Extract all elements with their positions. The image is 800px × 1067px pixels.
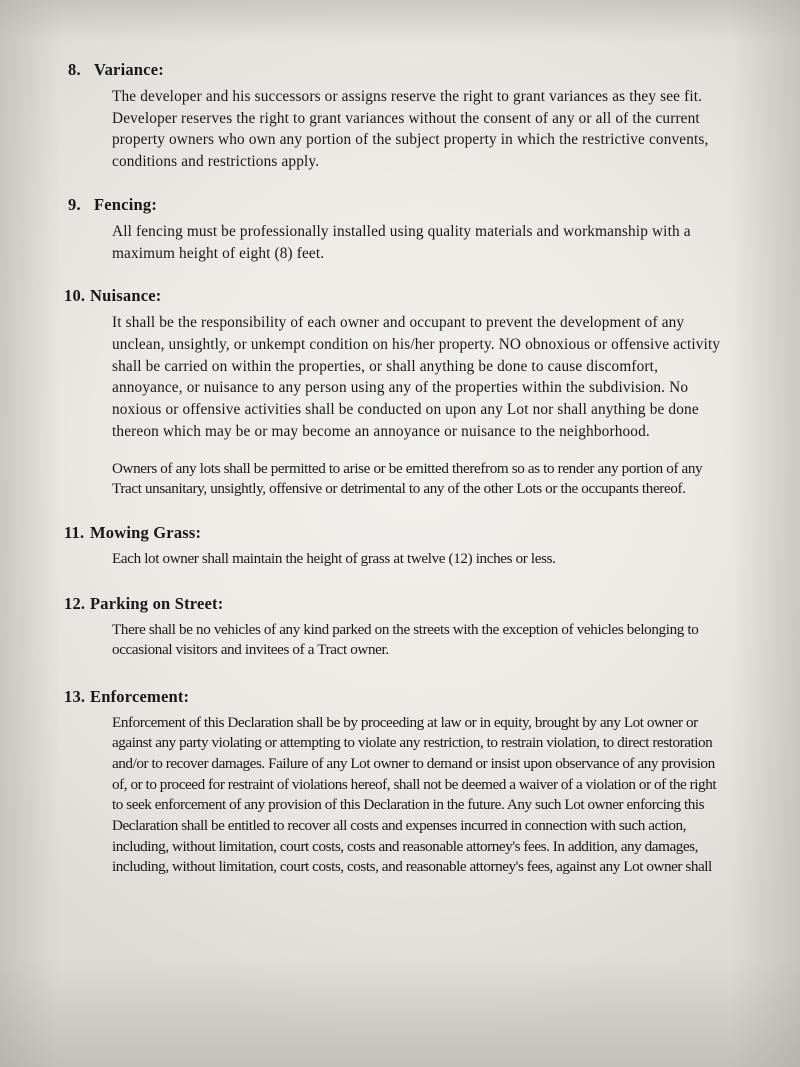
section-heading bbox=[62, 523, 726, 543]
section-title: Variance: bbox=[94, 60, 164, 79]
section-number: 8. bbox=[68, 60, 81, 79]
section-heading bbox=[62, 60, 726, 80]
section-heading bbox=[62, 195, 726, 215]
section-nuisance bbox=[62, 286, 726, 499]
section-title: Nuisance: bbox=[90, 286, 162, 306]
section-title: Parking on Street: bbox=[90, 593, 224, 613]
section-parking-on-street bbox=[62, 594, 726, 661]
section-number: 13. bbox=[64, 686, 86, 706]
section-number: 12. bbox=[64, 593, 86, 613]
section-paragraph: Each lot owner shall maintain the height of grass at twelve (12) inches or less. bbox=[112, 551, 556, 568]
section-mowing-grass bbox=[62, 523, 726, 569]
section-heading bbox=[62, 594, 726, 614]
section-paragraph: All fencing must be professionally installed using quality materials and workmanship with a maximum height of eight (8) feet. bbox=[112, 222, 691, 262]
section-paragraph: Owners of any lots shall be permitted to arise or be emitted therefrom so as to render any portion of any Tract unsanitary, unsightly, offensive or detrimental to any of the other Lots or the occupants thereof. bbox=[112, 460, 703, 497]
section-number: 10. bbox=[64, 286, 86, 306]
section-number: 11. bbox=[64, 523, 85, 543]
section-paragraph: There shall be no vehicles of any kind parked on the streets with the exception of vehicles belonging to occasional visitors and invitees of a Tract owner. bbox=[112, 621, 699, 659]
section-variance bbox=[62, 60, 726, 173]
section-enforcement bbox=[62, 687, 726, 878]
paper-shading-bottom bbox=[0, 957, 800, 1067]
section-number: 9. bbox=[68, 194, 81, 214]
section-heading bbox=[62, 687, 726, 707]
section-paragraph: The developer and his successors or assigns reserve the right to grant variances as they see fit. Developer reserves the right to grant variances without the consent of any or all of the current property owners who own any portion of the subject property in which the restrictive convents, conditions and restrictions apply. bbox=[112, 88, 709, 171]
section-heading bbox=[62, 286, 726, 306]
section-fencing bbox=[62, 195, 726, 264]
section-title: Mowing Grass: bbox=[90, 523, 202, 543]
section-title: Enforcement: bbox=[90, 686, 190, 706]
section-paragraph: It shall be the responsibility of each owner and occupant to prevent the development of any unclean, unsightly, or unkempt condition on his/her property. NO obnoxious or offensive activity shall be carried on within the properties, or shall anything be done to cause discomfort, annoyance, or nuisance to any person using any of the properties within the subdivision. No noxious or offensive activities shall be conducted on upon any Lot nor shall anything be done thereon which may be or may become an annoyance or nuisance to the neighborhood. bbox=[112, 314, 721, 440]
section-paragraph: Enforcement of this Declaration shall be by proceeding at law or in equity, brought by any Lot owner or against any party violating or attempting to violate any restriction, to restrain violation, to direct restoration and/or to recover damages. Failure of any Lot owner to demand or insist upon observance of any provision of, or to proceed for restraint of violations hereof, shall not be deemed a waiver of a violation or of the right to seek enforcement of any provision of this Declaration in the future. Any such Lot owner enforcing this Declaration shall be entitled to recover all costs and expenses incurred in connection with such action, including, without limitation, court costs, costs and reasonable attorney's fees. In addition, any damages, including, without limitation, court costs, costs, and reasonable attorney's fees, against any Lot owner shall bbox=[112, 713, 717, 876]
section-title: Fencing: bbox=[94, 194, 158, 214]
